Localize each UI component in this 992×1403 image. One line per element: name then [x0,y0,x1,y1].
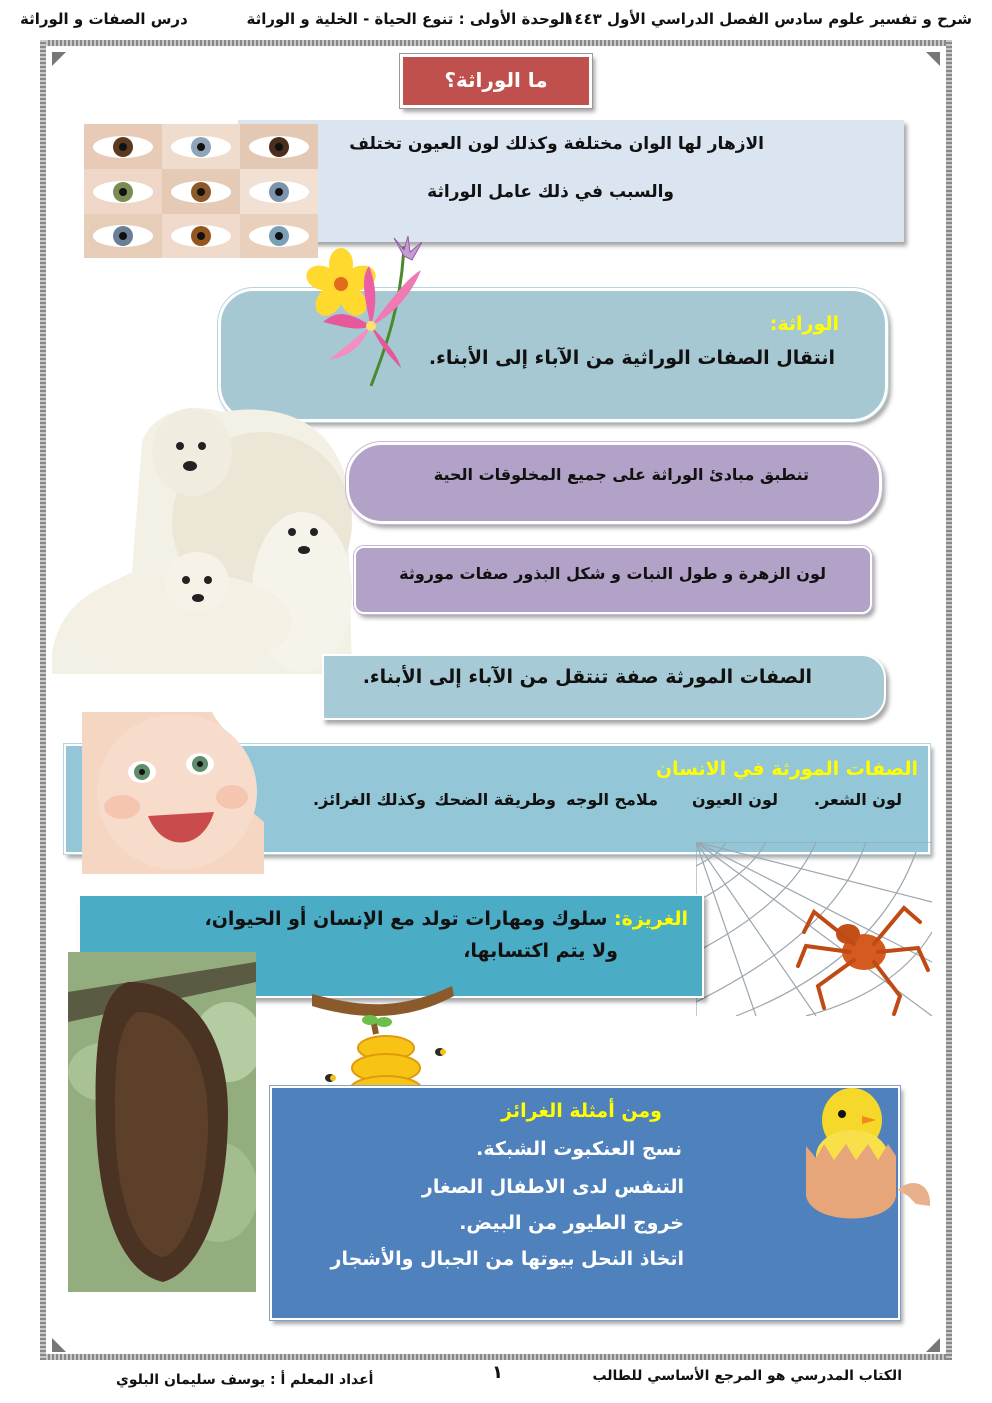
intro-box [238,120,904,242]
header-lesson: درس الصفات و الوراثة [20,10,188,28]
human-traits-title: الصفات المورثة في الانسان [655,758,918,780]
footer-author: أعداد المعلم أ : يوسف سليمان البلوي [116,1372,374,1388]
frame-left [40,40,46,1360]
inherited-traits-box [322,654,886,720]
intro-line-2: والسبب في ذلك عامل الوراثة [427,182,674,202]
genetics-principles-box [346,442,882,524]
flowers-image [296,236,446,396]
header-unit: الوحدة الأولى : تنوع الحياة - الخلية و الوراثة [246,10,570,28]
plant-traits-box [354,546,872,614]
human-trait-item: وكذلك الغرائز. [313,790,426,809]
example-item: اتخاذ النحل بيوتها من الجبال والأشجار [330,1248,684,1270]
human-trait-item: ملامح الوجه [566,790,658,809]
instinct-definition-line-1 [205,908,689,930]
header-course-title: شرح و تفسير علوم سادس الفصل الدراسي الأول ١٤٤٣ [565,10,972,28]
definition-text: انتقال الصفات الوراثية من الآباء إلى الأبناء. [428,347,835,369]
bee-swarm-photo [68,952,256,1292]
corner-ornament [926,52,940,66]
footer-source: الكتاب المدرسي هو المرجع الأساسي للطالب [592,1368,902,1384]
example-item: خروج الطيور من البيض. [459,1212,684,1234]
plant-traits-text: لون الزهرة و طول النبات و شكل البذور صفات موروثة [399,564,826,583]
frame-top [40,40,952,46]
corner-ornament [52,52,66,66]
instinct-label: الغريزة: [614,908,688,930]
corner-ornament [926,1338,940,1352]
corner-ornament [52,1338,66,1352]
question-title-box [400,54,592,108]
human-trait-item: لون الشعر. [813,790,902,809]
page-footer [20,1362,972,1392]
page-header [20,10,972,36]
human-trait-item: وطريقة الضحك [434,790,556,809]
instinct-line-1: سلوك ومهارات تولد مع الإنسان أو الحيوان، [204,908,608,930]
intro-line-1: الازهار لها الوان مختلفة وكذلك لون العيون تختلف [349,134,764,154]
spider-web-image [696,842,932,1016]
example-item: نسج العنكبوت الشبكة. [476,1138,682,1160]
genetics-principles-text: تنطبق مبادئ الوراثة على جميع المخلوقات الحية [433,465,809,484]
frame-bottom [40,1354,952,1360]
polar-bears-image [52,402,352,674]
question-title: ما الوراثة؟ [444,68,548,92]
examples-title: ومن أمثلة الغرائز [501,1100,662,1122]
example-item: التنفس لدى الاطفال الصغار [421,1176,684,1198]
instinct-line-2: ولا يتم اكتسابها، [463,940,618,962]
frame-right [946,40,952,1360]
definition-label: الوراثة: [769,313,839,335]
inherited-traits-text: الصفات المورثة صفة تنتقل من الآباء إلى الأبناء. [362,666,812,688]
chick-image [792,1076,934,1226]
human-trait-item: لون العيون [691,790,778,809]
eyes-photo [84,124,318,258]
page-number: ١ [492,1362,503,1383]
human-traits-list [222,790,902,814]
baby-photo [82,712,264,874]
